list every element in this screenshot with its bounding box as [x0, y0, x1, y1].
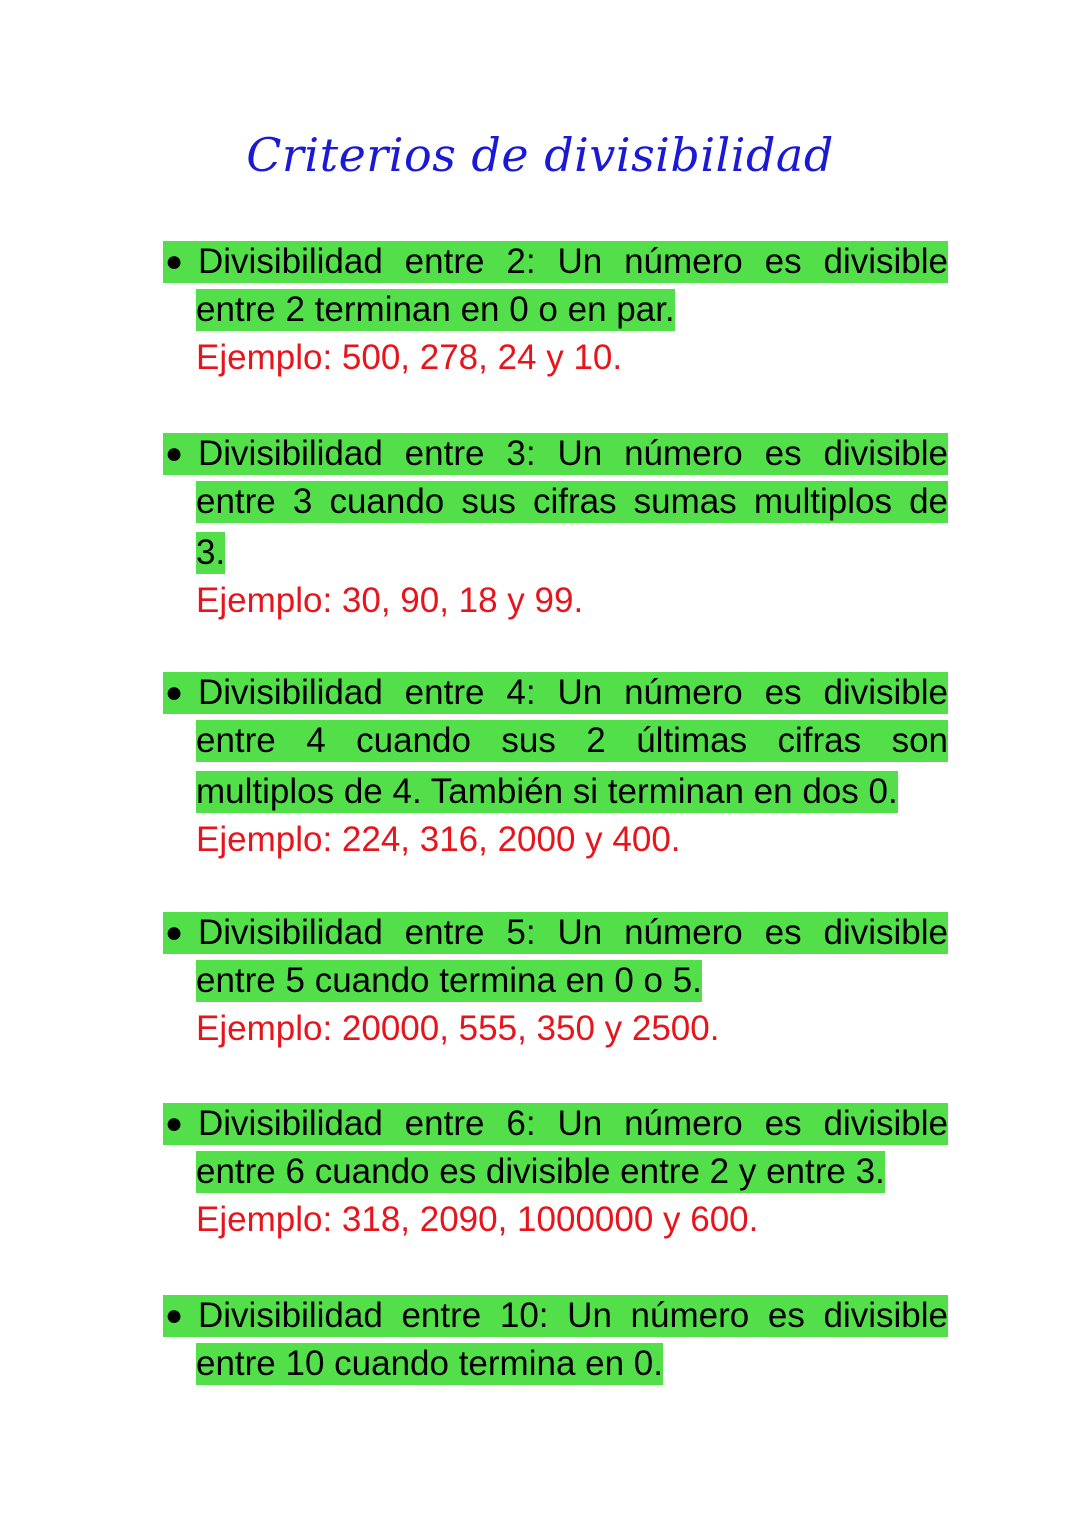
criterion-line — [163, 720, 948, 768]
criterion-10 — [163, 1292, 948, 1388]
example-text: Ejemplo: 224, 316, 2000 y 400. — [196, 820, 681, 859]
criterion-heading-line — [163, 1292, 948, 1340]
bullet-icon: ● — [165, 676, 184, 709]
criterion-line — [163, 1340, 948, 1388]
bullet-icon: ● — [165, 916, 184, 949]
criterion-text: Divisibilidad entre 6: Un número es divisible — [198, 1104, 948, 1143]
bullet-icon: ● — [165, 245, 184, 278]
criterion-heading-line — [163, 1100, 948, 1148]
example-text: Ejemplo: 30, 90, 18 y 99. — [196, 581, 584, 620]
criterion-text: Divisibilidad entre 2: Un número es divisible — [198, 242, 948, 281]
bullet-icon: ● — [165, 1299, 184, 1332]
criterion-line — [163, 529, 948, 577]
criterion-4 — [163, 669, 948, 864]
criterion-5 — [163, 909, 948, 1053]
criterion-text: 3. — [196, 533, 226, 572]
criterion-text: entre 5 cuando termina en 0 o 5. — [196, 961, 702, 1000]
criterion-line — [163, 957, 948, 1005]
criterion-text: Divisibilidad entre 5: Un número es divisible — [198, 913, 948, 952]
criterion-text: entre 4 cuando sus 2 últimas cifras son — [196, 721, 948, 760]
criterion-heading-line — [163, 669, 948, 717]
criterion-2 — [163, 238, 948, 382]
criterion-text: Divisibilidad entre 4: Un número es divisible — [198, 673, 948, 712]
criterion-6 — [163, 1100, 948, 1244]
criterion-line — [163, 481, 948, 529]
criterion-text: entre 10 cuando termina en 0. — [196, 1344, 663, 1383]
page-title: Criterios de divisibilidad — [246, 128, 834, 182]
criterion-heading-line — [163, 430, 948, 478]
criterion-3 — [163, 430, 948, 625]
example-text: Ejemplo: 500, 278, 24 y 10. — [196, 338, 623, 377]
criterion-line — [163, 768, 948, 816]
example-text: Ejemplo: 318, 2090, 1000000 y 600. — [196, 1200, 759, 1239]
criterion-heading-line — [163, 909, 948, 957]
criterion-text: entre 2 terminan en 0 o en par. — [196, 290, 675, 329]
bullet-icon: ● — [165, 437, 184, 470]
criterion-line — [163, 1148, 948, 1196]
criterion-text: Divisibilidad entre 10: Un número es divisible — [198, 1296, 948, 1335]
criterion-text: multiplos de 4. También si terminan en dos 0. — [196, 772, 898, 811]
example-text: Ejemplo: 20000, 555, 350 y 2500. — [196, 1009, 720, 1048]
criterion-text: entre 6 cuando es divisible entre 2 y entre 3. — [196, 1152, 885, 1191]
criterion-text: entre 3 cuando sus cifras sumas multiplos de — [196, 482, 948, 521]
criterion-heading-line — [163, 238, 948, 286]
bullet-icon: ● — [165, 1107, 184, 1140]
criterion-text: Divisibilidad entre 3: Un número es divisible — [198, 434, 948, 473]
criterion-line — [163, 286, 948, 334]
